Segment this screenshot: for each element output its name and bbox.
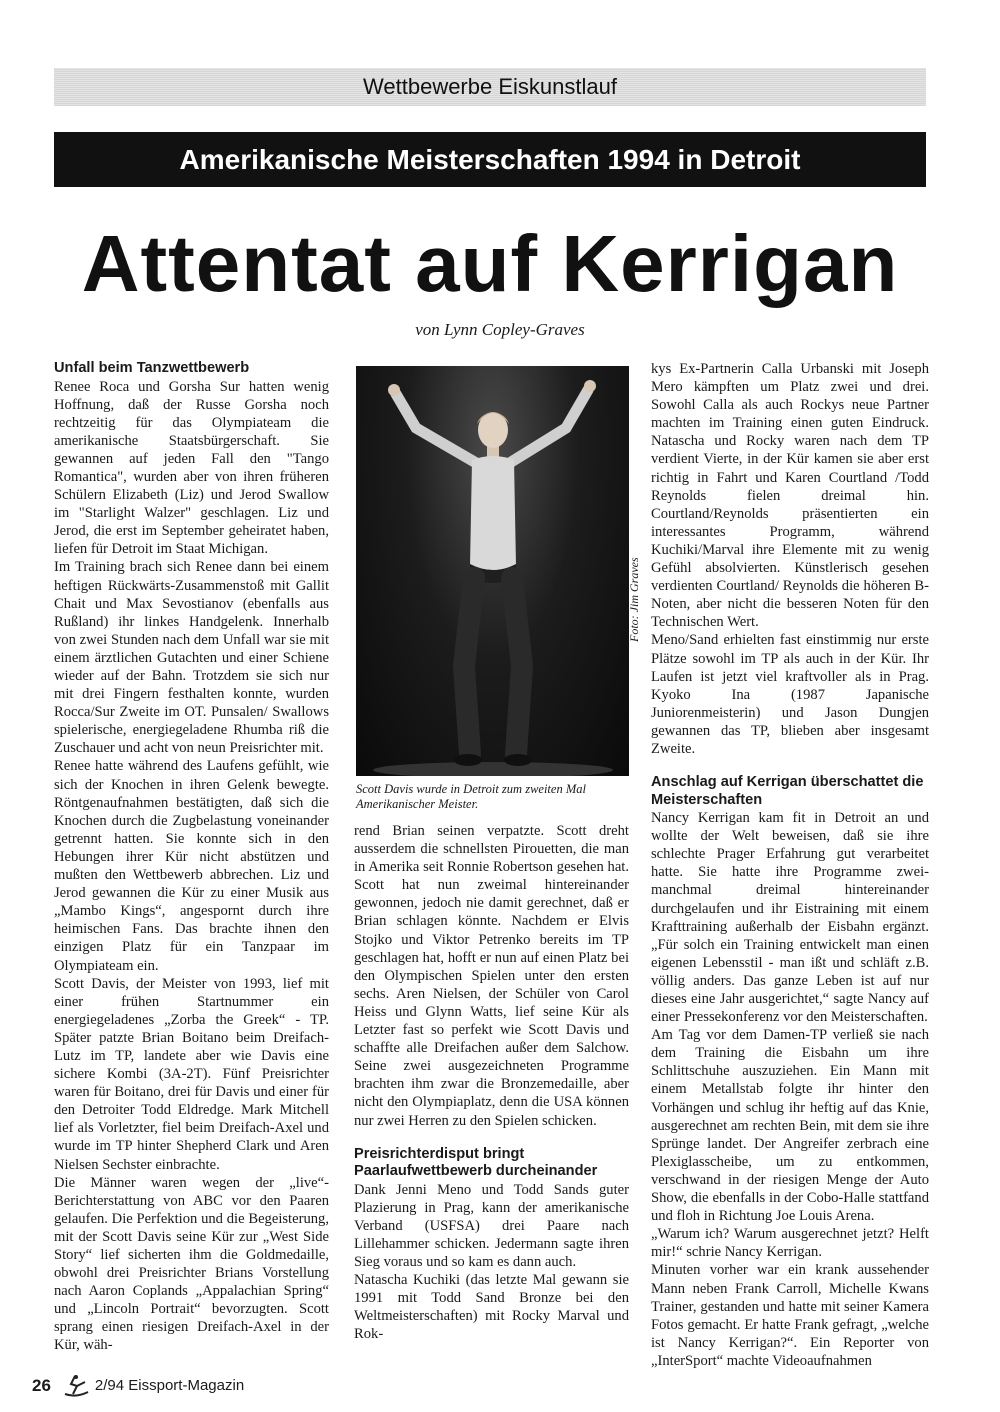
skater-figure [356, 366, 629, 776]
paragraph: Am Tag vor dem Damen-TP verließ sie nach dem Training die Eisbahn um ihre Schlittschuhe auszuziehen. Ein Mann mit einem Metallstab folgte ihr hinter den Vorhängen und schlug ihr heftig auf das Knie, ausgerechnet am rechten Bein, mit dem sie ihre Sprünge landet. Der Angreifer zerbrach eine Plexiglasscheibe, um zu entkommen, verschwand in der riesigen Menge der Auto Show, die ebenfalls in der Cobo-Halle stattfand und floh in Richtung Joe Louis Arena. [651, 1027, 929, 1225]
column-1 [54, 360, 329, 1355]
paragraph: Im Training brach sich Renee dann bei einem heftigen Rückwärts-Zusammenstoß mit Gallit Chait und Max Sevostianov (ebenfalls aus Rußland) ihr linkes Handgelenk. Innerhalb von zwei Stunden nach dem Unfall war sie mit einem ärztlichen Gutachten und einer Schiene wieder auf der Bahn. Trotzdem sie sich nur mit drei Fingern festhalten konnte, wurden Rocca/Sur Zweite im OT. Punsalen/ Swallows spielerische, energiegeladene Rhumba riß die Zuschauer und acht von neun Preisrichter mit. [54, 559, 329, 757]
paragraph: Meno/Sand erhielten fast einstimmig nur erste Plätze sowohl im TP als auch in der Kür. Ihr Laufen ist jetzt viel kraftvoller als in Prag. Kyoko Ina (1987 Japanische Juniorenmeisterin) und Jason Dungjen gewannen das TP, blieben aber insgesamt Zweite. [651, 632, 929, 757]
paragraph: kys Ex-Partnerin Calla Urbanski mit Joseph Mero kämpften um Platz zwei und drei. Sowohl Calla als auch Rockys neue Partner machten im Training einen guten Eindruck. Natascha und Rocky waren nach dem TP verdient Vierte, in der Kür kamen sie aber erst richtig in Fahrt und Karen Courtland /Todd Reynolds fielen dreimal hin. Courtland/Reynolds präsentierten ein interessantes Programm, während Kuchiki/Marval ihre Elemente mit zu wenig Gefühl absolvierten. Künstlerisch gesehen verdienten Courtland/ Reynolds die höheren B-Noten, aber nicht die besseren Noten für den Technischen Wert. [651, 361, 929, 631]
paragraph: Scott Davis, der Meister von 1993, lief mit einer frühen Startnummer ein energiegeladenes „Zorba the Greek“ - TP. Später patzte Brian Boitano beim Dreifach-Lutz im TP, landete aber wie Davis eine sichere Kombi (3A-2T). Fünf Preisrichter waren für Boitano, drei für Davis und einer für den Detroiter Todd Eldredge. Mark Mitchell lief als Vorletzter, fiel beim Dreifach-Axel und wurde im TP hinter Shepherd Clark und Aren Nielsen Sechster einbrachte. [54, 975, 329, 1173]
paragraph: Minuten vorher war ein krank aussehender Mann neben Frank Carroll, Michelle Kwans Trainer, gestanden und hatte mit seiner Kamera Fotos gemacht. Er hatte Frank gefragt, „welche ist Nancy Kerrigan?“. Ein Reporter von „InterSport“ machte Videoaufnahmen [651, 1262, 929, 1369]
paragraph: Nancy Kerrigan kam fit in Detroit an und wollte der Welt beweisen, daß sie ihre schlechte Prager Erfahrung gut verarbeitet hatte. Sie hatte ihre Programme zwei- manchmal dreimal hintereinander durchgelaufen und ihr Eistraining mit einem Krafttraining außerhalb der Eisbahn ergänzt. „Für solch ein Training entwickelt man einen eigenen Lebensstil - man ißt und schläft z.B. völlig anders. Das ganze Leben ist auf nur dieses eine Jahr ausgerichtet,“ sagte Nancy auf einer Pressekonferenz vor den Meisterschaften. [651, 810, 929, 1026]
headline: Attentat auf Kerrigan [81, 219, 899, 308]
byline: von Lynn Copley-Graves [415, 320, 585, 339]
section-kicker: Wettbewerbe Eiskunstlauf [54, 68, 926, 106]
photo-credit: Foto: Jim Graves [627, 557, 641, 642]
paragraph: „Warum ich? Warum ausgerechnet jetzt? Helft mir!“ schrie Nancy Kerrigan. [651, 1226, 929, 1261]
skater-logo-icon [61, 1374, 91, 1398]
paragraph: Die Männer waren wegen der „live“-Berichterstattung von ABC vor den Paaren gelaufen. Die Perfektion und die Begeisterung, mit der Scott Davis seine Kür zur „West Side Story“ lief sicherten ihm die Goldmedaille, obwohl drei Preisrichter Brians Vorstellung nach Aaron Coplands „Appalachian Spring“ und „Lincoln Portrait“ bevorzugten. Scott sprang einen riesigen Dreifach-Axel in der Kür, wäh- [54, 1174, 329, 1354]
skater-photo [356, 366, 629, 776]
section-heading: Unfall beim Tanzwettbewerb [54, 360, 250, 376]
photo-caption: Scott Davis wurde in Detroit zum zweiten Mal Amerikanischer Meister. [356, 782, 586, 811]
section-heading: Anschlag auf Kerrigan überschattet die Meisterschaften [651, 774, 924, 808]
paragraph: rend Brian seinen verpatzte. Scott dreht ausserdem die schnellsten Pirouetten, die man in Amerika seit Ronnie Robertson gesehen hat. Scott hat nun zweimal hintereinander gewonnen, jedoch nie damit gerechnet, daß er Brian schlagen könnte. Nachdem er Elvis Stojko und Viktor Petrenko bereits im TP geschlagen hat, hofft er nun auf einen Platz bei den Olympischen Spielen unter den ersten sechs. Aren Nielsen, der Schüler von Carol Heiss und Glynn Watts, lief seine Kür als Letzter fast so perfekt wie Scott Davis und schaffte alle Dreifachen außer dem Salchow. Seine zwei ausgezeichneten Programme brachten ihm zwar die Bronzemedaille, aber nicht den Olympiaplatz, denn die USA können nur zwei Herren zu den Spielen schicken. [354, 823, 629, 1129]
column-3 [651, 360, 929, 1370]
paragraph: Renee hatte während des Laufens gefühlt, wie sich der Knochen in ihren Gelenk bewegte. Röntgenaufnahmen bestätigten, daß sich die Knochen durch die Zugbelastung voneinander getrennt hatten. Sie konnte sich in den Hebungen ihrer Kür nicht abstützen und mußten den Wettbewerb abbrechen. Liz und Jerod gewannen die Kür zu einer Musik aus „Mambo Kings“, angespornt durch ihre heimischen Fans. Das brachte ihnen den einzigen Platz für ein Tanzpaar im Olympiateam ein. [54, 758, 329, 974]
event-banner: Amerikanische Meisterschaften 1994 in Detroit [54, 132, 926, 187]
page-number: 26 [32, 1376, 51, 1395]
section-heading: Preisrichterdisput bringt Paarlaufwettbewerb durcheinander [354, 1145, 598, 1180]
paragraph: Dank Jenni Meno und Todd Sands guter Plazierung in Prag, kann der amerikanische Verband (USFSA) drei Paare nach Lillehammer schicken. Jedermann sagte ihren Sieg voraus und so kam es dann auch. [354, 1181, 629, 1270]
paragraph: Renee Roca und Gorsha Sur hatten wenig Hoffnung, daß der Russe Gorsha noch rechtzeitig für das Olympiateam die amerikanische Staatsbürgerschaft. Sie gewannen auf jeden Fall den "Tango Romantica", wurden aber von ihren früheren Schülern Elizabeth (Liz) und Jerod Swallow im "Starlight Walzer" geschlagen. Liz und Jerod, die erst im September geheiratet haben, liefen für Detroit im Staat Michigan. [54, 378, 329, 558]
paragraph: Natascha Kuchiki (das letzte Mal gewann sie 1991 mit Todd Sand Bronze bei den Weltmeisterschaften) mit Rocky Marval und Rok- [354, 1272, 629, 1343]
page-footer [32, 1374, 244, 1398]
column-2 [354, 822, 629, 1343]
issue-label: 2/94 Eissport-Magazin [94, 1377, 245, 1394]
